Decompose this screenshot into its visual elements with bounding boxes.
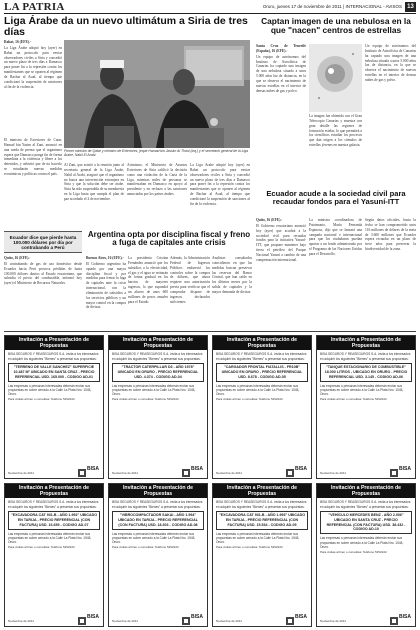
- contraband-column: [4, 256, 82, 328]
- ad-item: "TANQUE ESTACIONARIO DE COMBUSTIBLE" 18.000 LITROS - UBICADO EN ORURO - PRECIO REFERENCIAL USD. 3.145 - CODIGO AD-06: [320, 363, 412, 382]
- insurer-logo-text: BISA: [399, 466, 411, 472]
- ad-title: Invitación a Presentación de Propuestas: [5, 336, 103, 350]
- yasuni-text-3: Según datos oficiales, hasta la fecha se han comprometido unos 116 millones de dólares de la meta de 3.600 millones que Ecuador espera recaudar en un plazo de trece años para preservar la biodiversidad de la zona.: [365, 218, 416, 252]
- ad-intro: BISA SEGUROS Y REASEGUROS S.A. invita a los interesados en adquirir los siguientes "Bienes" a presentar sus propuestas:: [216, 352, 307, 361]
- ad-date: Noviembre de 2011: [8, 619, 34, 623]
- newspaper-logo: LA PATRIA: [4, 1, 65, 13]
- yasuni-headline: Ecuador acude a la sociedad civil para recaudar fondos para el Yasuní-ITT: [266, 189, 406, 206]
- classified-ad: [316, 335, 416, 479]
- classified-ad: [4, 335, 104, 479]
- ad-body: Las empresas o personas interesadas deberán enviar sus propuestas en sobre cerrado a la Calle La Plata Nro. 1545, Oruro.: [112, 383, 196, 397]
- classified-ad: [108, 483, 208, 627]
- argentina-dateline: Buenos Aires, 16 (EFE).-: [86, 256, 124, 260]
- argentina-text-2: La presidenta Cristina Fernández anunció que los subsidios a la electricidad, el gas y el agua se retirarán de forma gradual en los barrios de mayores ingresos, lo que supondrá un ahorro de unos 600 millones de pesos anuales para el Estado.: [128, 256, 168, 304]
- classified-ad: [4, 483, 104, 627]
- nebula-dateline: Santa Cruz de Tenerife (España), 16 (EFE).-: [256, 44, 306, 53]
- argentina-column-4: [212, 256, 252, 328]
- insurer-logo-icon: [182, 613, 204, 623]
- syria-photo-caption: Primer ministro de Qatar y ministro de Exteriores, jeque Hamad bin Jassim Al Thani (izq.) y el secretario general de la Liga Árabe, Nabil El Arabi.: [64, 149, 248, 158]
- yasuni-dateline: Quito, 16 (EFE).-: [256, 218, 283, 222]
- ad-contact: Para visitas al bien o consultas: Teléfono 5252222: [112, 545, 179, 550]
- syria-column-1: [4, 40, 62, 136]
- nebula-text-2: La imagen fue obtenida con el Gran Telescopio Canarias y muestra con gran detalle las regiones de formación estelar, lo que permitirá a los científicos estudiar los procesos que dan origen a los cúmulos de estrellas jóvenes en nuestra galaxia.: [309, 114, 362, 148]
- ad-contact: Para visitas al bien o consultas: Teléfono 5252222: [8, 397, 75, 402]
- classified-ad: [316, 483, 416, 627]
- ad-title: Invitación a Presentación de Propuestas: [5, 484, 103, 498]
- ad-date: Noviembre de 2011: [112, 471, 138, 475]
- insurer-logo-text: BISA: [191, 614, 203, 620]
- nebula-column-2: [309, 114, 362, 186]
- ad-title: Invitación a Presentación de Propuestas: [109, 336, 207, 350]
- ad-title: Invitación a Presentación de Propuestas: [317, 484, 415, 498]
- syria-text-4: Asimismo, el Ministerio de Asuntos Exteriores de Siria calificó la decisión como una violación de la Carta de la Liga, mientras miles de personas se manifestaban en Damasco en apoyo al presidente y en rechazo a las sanciones anunciadas por los países árabes.: [127, 163, 187, 197]
- syria-column-4: [127, 163, 187, 228]
- syria-headline: Liga Árabe da un nuevo ultimátum a Siria de tres días: [4, 15, 248, 39]
- ad-contact: Para visitas al bien o consultas: Teléfono 5252222: [320, 549, 387, 554]
- argentina-column-1: [86, 256, 126, 328]
- ad-body: Las empresas o personas interesadas deberán enviar sus propuestas en sobre cerrado a la Calle La Plata Nro. 1545, Oruro.: [320, 536, 404, 549]
- syria-column-3: [64, 163, 124, 228]
- ad-body: Las empresas o personas interesadas deberán enviar sus propuestas en sobre cerrado a la Calle La Plata Nro. 1545, Oruro.: [216, 531, 300, 545]
- ad-intro: BISA SEGUROS Y REASEGUROS S.A. invita a los interesados en adquirir los siguientes "Bienes" a presentar sus propuestas:: [112, 500, 203, 509]
- contraband-text: El contrabando de gas de uso doméstico desde Ecuador hacia Perú provoca pérdidas de hasta 100.000 dólares diarios al Estado ecuatoriano, que subsidia el precio del combustible, informó hoy (ayer) el Ministerio de Recursos Naturales.: [4, 261, 82, 286]
- ad-intro: BISA SEGUROS Y REASEGUROS S.A. invita a los interesados en adquirir los siguientes "Bienes" a presentar sus propuestas:: [216, 500, 307, 509]
- ad-body: Las empresas o personas interesadas deberán enviar sus propuestas en sobre cerrado a la Calle La Plata Nro. 1545, Oruro.: [8, 531, 92, 545]
- ad-title: Invitación a Presentación de Propuestas: [109, 484, 207, 498]
- ad-body: Las empresas o personas interesadas deberán enviar sus propuestas en sobre cerrado a la Calle La Plata Nro. 1545, Oruro.: [320, 383, 404, 397]
- insurer-logo-icon: [390, 613, 412, 623]
- syria-text-5: La Liga Árabe adoptó hoy (ayer) en Rabat un protocolo para enviar observadores civiles a Siria y concedió un nuevo plazo de tres días a Damasco para poner fin a la represión contra los manifestantes que se oponen al régimen de Bachar al Asad, al tiempo que condicionó la suspensión de sanciones al fin de la violencia.: [190, 163, 250, 206]
- contraband-dateline: Quito, 16 (EFE).-: [4, 256, 31, 260]
- argentina-text-4: Analistas consultados coincidieron en que las medidas buscan preservar las reservas del Banco Central, que han caído en los últimos meses por la salida de capitales y la mayor demanda de divisas.: [212, 256, 252, 294]
- ad-item: "VEHÍCULO MERCEDES BENZ - AÑO 2.006" UBICADO EN SANTA CRUZ - PRECIO REFERENCIAL (CON FACTURA) USD. 38.432 - CODIGO AD-10: [320, 511, 412, 535]
- ad-contact: Para visitas al bien o consultas: Teléfono 5252222: [216, 545, 283, 550]
- ad-body: Las empresas o personas interesadas deberán enviar sus propuestas en sobre cerrado a la Calle La Plata Nro. 1545, Oruro.: [112, 531, 196, 545]
- syria-text-2: El ministro de Exteriores de Catar, Hamad bin Yasim al Zani, anunció en una rueda de prensa que el organismo espera que Damasco ponga fin de forma inmediata a la violencia y libere a los detenidos, y advirtió que de no hacerlo se estudiarán nuevas medidas económicas y políticas contra el país.: [4, 138, 62, 176]
- ad-body: Las empresas o personas interesadas deberán enviar sus propuestas en sobre cerrado a la Calle La Plata Nro. 1545, Oruro.: [216, 383, 300, 397]
- ad-intro: BISA SEGUROS Y REASEGUROS S.A. invita a los interesados en adquirir los siguientes "Bienes" a presentar sus propuestas:: [8, 352, 99, 361]
- nebula-column-3: [365, 44, 416, 186]
- ad-intro: BISA SEGUROS Y REASEGUROS S.A. invita a los interesados en adquirir los siguientes "Bienes" a presentar sus propuestas:: [112, 352, 203, 361]
- ad-intro: BISA SEGUROS Y REASEGUROS S.A. invita a los interesados en adquirir los siguientes "Bienes" a presentar sus propuestas:: [8, 500, 99, 509]
- syria-dateline: Rabat, 16 (EFE).-: [4, 40, 32, 44]
- insurer-logo-text: BISA: [87, 614, 99, 620]
- masthead: [4, 2, 416, 14]
- nebula-headline: Captan imagen de una nebulosa en la que "nacen" centros de estrellas: [261, 16, 411, 35]
- insurer-logo-text: BISA: [295, 614, 307, 620]
- ad-date: Noviembre de 2011: [216, 471, 242, 475]
- ad-contact: Para visitas al bien o consultas: Teléfono 5252222: [216, 397, 283, 402]
- yasuni-column-3: [365, 218, 416, 328]
- ad-title: Invitación a Presentación de Propuestas: [317, 336, 415, 350]
- ad-date: Noviembre de 2011: [112, 619, 138, 623]
- syria-text-3: Al Zani, que asistió a la reunión junto al secretario general de la Liga Árabe, Nabil al Arabi, aseguró que el organismo no busca una intervención extranjera en Siria y que la solución debe ser árabe. Siria ha sido suspendida de su membresía en la Liga hasta que cumpla el plan de paz acordado el 2 de noviembre.: [64, 163, 124, 201]
- ad-date: Noviembre de 2011: [320, 619, 346, 623]
- contraband-headline: Ecuador dice que pierde hasta 100.000 dólares por día por contrabando a Perú: [4, 231, 82, 253]
- classified-ad: [212, 483, 312, 627]
- classified-ad: [212, 335, 312, 479]
- insurer-logo-text: BISA: [399, 614, 411, 620]
- ad-date: Noviembre de 2011: [8, 471, 34, 475]
- nebula-photo: [309, 44, 362, 112]
- ad-item: "TERRENO DE VALLE SANCHEZ" SUPERFICIE 10.487 M² UBICADO EN SANTA CRUZ - PRECIO REFERENCIAL USD. 165.000 - CODIGO AD-01: [8, 363, 100, 382]
- classified-ad: [108, 335, 208, 479]
- syria-column-5: [190, 163, 250, 228]
- ad-date: Noviembre de 2011: [320, 471, 346, 475]
- ad-date: Noviembre de 2011: [216, 619, 242, 623]
- nebula-text-3: Un equipo de astrónomos del Instituto de Astrofísica de Canarias ha captado una imagen de una nebulosa situada a unos 5.000 años luz de distancia, en la que se observa el nacimiento de nuevas estrellas en el interior de densas nubes de gas y polvo.: [365, 44, 416, 82]
- ad-item: "TRACTOR CATERPILLAR D3 - AÑO 1978" UBICADO EN ORURO - PRECIO REFERENCIAL USD. 4.374 - CODIGO AD-04: [112, 363, 204, 382]
- nebula-column-1: [256, 44, 306, 186]
- ad-contact: Para visitas al bien o consultas: Teléfono 5252222: [8, 545, 75, 550]
- yasuni-column-1: [256, 218, 306, 328]
- page-number: 13: [405, 2, 416, 12]
- argentina-column-3: [170, 256, 210, 328]
- argentina-text-3: Además, la Administración Federal de Ingresos Públicos endureció los controles sobre la compra de dólares, que ahora requiere una autorización previa para verificar que el comprador dispone de ingresos declarados suficientes.: [170, 256, 210, 304]
- ad-item: "EXCAVADORA CAT 931-B - AÑO 1.993" UBICADO EN TARIJA - PRECIO REFERENCIAL (CON FACTURA) USD. 15.534 - CODIGO AD-09: [216, 511, 308, 530]
- syria-text-1: La Liga Árabe adoptó hoy (ayer) en Rabat un protocolo para enviar observadores civiles a Siria y concedió un nuevo plazo de tres días a Damasco para poner fin a la represión contra los manifestantes que se oponen al régimen de Bachar al Asad, al tiempo que condicionó la suspensión de sanciones al fin de la violencia.: [4, 45, 62, 89]
- yasuni-column-2: [309, 218, 362, 328]
- insurer-logo-icon: [286, 465, 308, 475]
- ad-intro: BISA SEGUROS Y REASEGUROS S.A. invita a los interesados en adquirir los siguientes "Bienes" a presentar sus propuestas:: [320, 352, 411, 361]
- argentina-column-2: [128, 256, 168, 328]
- argentina-headline: Argentina opta por disciplina fiscal y freno a fuga de capitales ante crisis: [87, 230, 251, 248]
- ad-title: Invitación a Presentación de Propuestas: [213, 484, 311, 498]
- argentina-text-1: El Gobierno argentino ha optado por una mayor disciplina fiscal y por medidas para frenar la fuga de capitales ante la crisis internacional, con la eliminación de subsidios a los servicios públicos y un mayor control en la compra de divisas.: [86, 261, 126, 310]
- ad-intro: BISA SEGUROS Y REASEGUROS S.A. invita a los interesados en adquirir los siguientes "Bienes" a presentar sus propuestas:: [320, 500, 411, 509]
- yasuni-text-1: El Gobierno ecuatoriano anunció hoy (ayer) que acudirá a la sociedad civil para recaudar fondos para la iniciativa Yasuní-ITT, que propone mantener bajo tierra el petróleo del Parque Nacional Yasuní a cambio de una compensación internacional.: [256, 223, 306, 262]
- insurer-logo-icon: [390, 465, 412, 475]
- ad-contact: Para visitas al bien o consultas: Teléfono 5252222: [320, 397, 387, 402]
- insurer-logo-text: BISA: [295, 466, 307, 472]
- ad-item: "EXCAVADORA CAT 931-B - AÑO 1.992" UBICADO EN TARIJA - PRECIO REFERENCIAL (CON FACTURA) USD. 16.659 - CODIGO AD-07: [8, 511, 100, 530]
- nebula-text-1: Un equipo de astrónomos del Instituto de Astrofísica de Canarias ha captado una imagen de una nebulosa situada a unos 5.000 años luz de distancia, en la que se observa el nacimiento de nuevas estrellas en el interior de densas nubes de gas y polvo.: [256, 54, 306, 93]
- syria-column-2: [4, 138, 62, 228]
- ad-title: Invitación a Presentación de Propuestas: [213, 336, 311, 350]
- insurer-logo-icon: [286, 613, 308, 623]
- insurer-logo-icon: [78, 613, 100, 623]
- syria-photo: [64, 40, 250, 148]
- yasuni-text-2: La ministra coordinadora de Patrimonio, María Fernanda Espinosa, dijo que se lanzará una campaña nacional e internacional para que los ciudadanos puedan aportar a un fondo administrado por el Programa de las Naciones Unidas para el Desarrollo.: [309, 218, 362, 256]
- ad-body: Las empresas o personas interesadas deberán enviar sus propuestas en sobre cerrado a la Calle La Plata Nro. 1545, Oruro.: [8, 383, 92, 397]
- ad-item: "VIBROCOMPACTADOR SAKAI - AÑO 1.994" UBICADO EN TARIJA - PRECIO REFERENCIAL (CON FACTURA) USD. 18.303 - CODIGO AD-08: [112, 511, 204, 530]
- insurer-logo-text: BISA: [191, 466, 203, 472]
- ad-contact: Para visitas al bien o consultas: Teléfono 5252222: [112, 397, 179, 402]
- insurer-logo-text: BISA: [87, 466, 99, 472]
- ads-divider: [4, 331, 416, 332]
- insurer-logo-icon: [78, 465, 100, 475]
- ad-item: "CARGADOR FRONTAL FIATALLIS - FR10B" UBICADO EN ORURO - PRECIO REFERENCIAL USD. 8.678 - CODIGO AD-05: [216, 363, 308, 382]
- insurer-logo-icon: [182, 465, 204, 475]
- issue-date-section: Oruro, jueves 17 de noviembre de 2011 | INTERNACIONAL - AVISOS: [262, 4, 402, 9]
